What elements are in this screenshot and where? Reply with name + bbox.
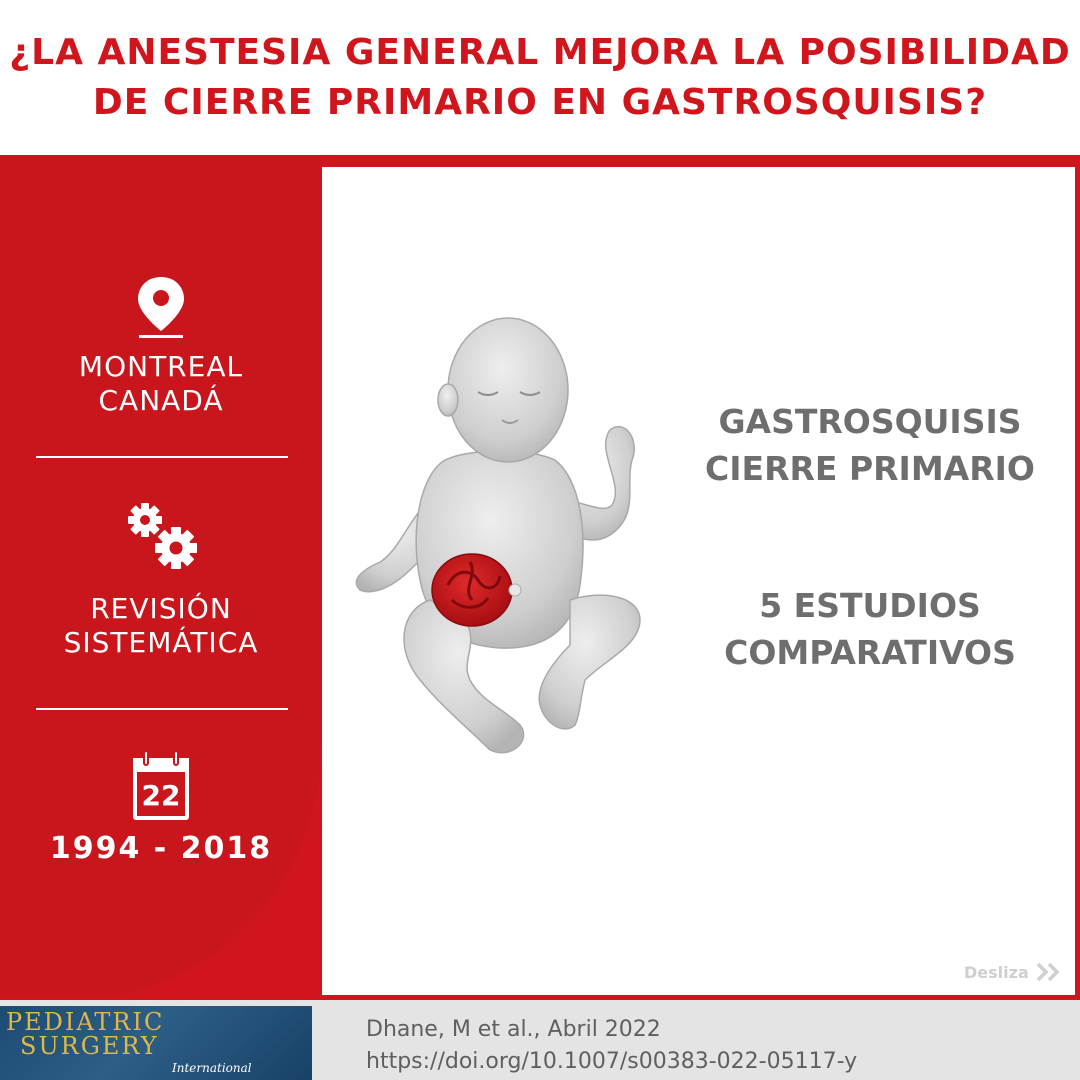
citation-doi-link[interactable]: https://doi.org/10.1007/s00383-022-05117-y (366, 1049, 858, 1074)
gears-icon (121, 500, 201, 572)
studies-line-2: COMPARATIVOS (724, 633, 1016, 672)
calendar-icon (131, 750, 191, 820)
swipe-hint[interactable] (964, 962, 1065, 982)
period-section (0, 750, 322, 866)
sidebar-divider-2 (36, 708, 288, 710)
method-line-1: REVISIÓN (90, 592, 232, 625)
journal-name-line-3: International (172, 1061, 252, 1075)
title-line-2: DE CIERRE PRIMARIO EN GASTROSQUISIS? (92, 81, 988, 123)
location-country: CANADÁ (98, 384, 224, 417)
title-line-1: ¿LA ANESTESIA GENERAL MEJORA LA POSIBILIDAD (9, 31, 1071, 73)
location-pin-icon (131, 275, 191, 339)
location-city: MONTREAL (78, 350, 244, 383)
studies-block (680, 582, 1060, 676)
journal-name-line-1: PEDIATRIC (6, 1008, 165, 1036)
topic-line-2: CIERRE PRIMARIO (705, 449, 1035, 488)
topic-block (680, 398, 1060, 492)
topic-line-1: GASTROSQUISIS (718, 402, 1022, 441)
double-chevron-right-icon (1035, 962, 1065, 982)
studies-line-1: 5 ESTUDIOS (759, 586, 981, 625)
swipe-label: Desliza (964, 962, 1029, 982)
journal-logo (0, 1006, 312, 1080)
method-line-2: SISTEMÁTICA (63, 626, 259, 659)
calendar-number: 22 (141, 779, 181, 812)
sidebar-divider-1 (36, 456, 288, 458)
citation (366, 1014, 857, 1078)
location-section (0, 275, 322, 418)
study-years: 1994 - 2018 (49, 831, 273, 866)
method-section (0, 500, 322, 660)
page-title (0, 0, 1080, 155)
citation-author: Dhane, M et al., Abril 2022 (366, 1017, 661, 1042)
infant-with-gastroschisis (340, 300, 660, 760)
journal-name-line-2: SURGERY (20, 1032, 159, 1060)
